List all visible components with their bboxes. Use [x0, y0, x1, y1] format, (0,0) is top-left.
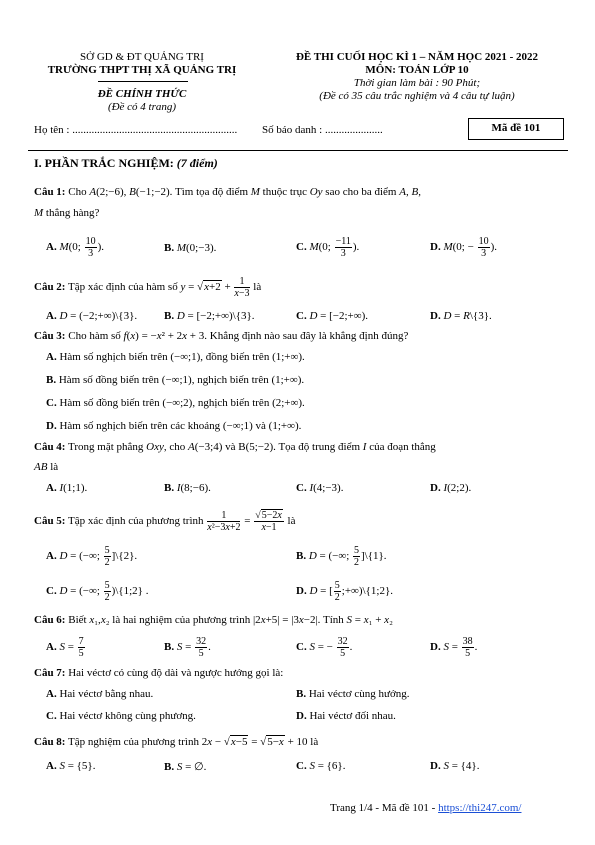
- question-1-cont: M thẳng hàng?: [34, 207, 100, 219]
- footer-text: Trang 1/4 - Mã đề 101 -: [330, 802, 439, 814]
- school-name: TRƯỜNG THPT THỊ XÃ QUẢNG TRỊ: [47, 64, 237, 76]
- q1-option-d: D. M(0; − $\frac{10}{3}$ ).: [430, 236, 497, 259]
- q6-option-c: C. S = − $\frac{32}{5}$ .: [296, 636, 353, 659]
- section-points: (7 điểm): [176, 156, 218, 170]
- exam-title: ĐỀ THI CUỐI HỌC KÌ 1 – NĂM HỌC 2021 - 2022: [295, 51, 539, 63]
- section-title-text: I. PHẦN TRẮC NGHIỆM:: [34, 156, 174, 170]
- q6-option-b: B. S = $\frac{32}{5}$ .: [164, 636, 211, 659]
- q7-option-a: A. Hai véctơ bằng nhau.: [46, 688, 154, 700]
- page-count: (Đề có 4 trang): [107, 101, 177, 113]
- q3-option-c: C. Hàm số đồng biến trên (−∞;2), nghịch biến trên (2;+∞).: [46, 397, 305, 409]
- header-rule: [98, 81, 188, 82]
- q5-option-a: A. D = (−∞; $\frac{5}{2}$ ]\{2}.: [46, 545, 138, 568]
- student-name-field: Họ tên : ............................................................: [34, 124, 238, 136]
- page-footer: [330, 802, 521, 814]
- official-label: ĐỀ CHÍNH THỨC: [97, 88, 187, 100]
- q7-option-c: C. Hai véctơ không cùng phương.: [46, 710, 196, 722]
- official-block: [28, 88, 256, 114]
- q4-option-a: A. I(1;1).: [46, 482, 88, 494]
- question-4: Câu 4: Trong mặt phẳng Oxy, cho A(−3;4) và B(5;−2). Tọa độ trung điểm I của đoạn thẳng: [34, 441, 436, 453]
- question-4-cont: AB là: [34, 461, 59, 473]
- q2-option-d: D. D = R\{3}.: [430, 310, 492, 322]
- q4-option-d: D. I(2;2).: [430, 482, 472, 494]
- footer-link[interactable]: https://thi247.com/: [438, 802, 522, 814]
- q4-option-b: B. I(8;−6).: [164, 482, 211, 494]
- student-id-field: Số báo danh : .....................: [262, 124, 383, 136]
- q5-option-d: D. D = [ $\frac{5}{2}$ ;+∞)\{1;2}.: [296, 580, 393, 603]
- header-right: [262, 51, 572, 103]
- q2-option-b: B. D = [−2;+∞)\{3}.: [164, 310, 255, 322]
- q4-option-c: C. I(4;−3).: [296, 482, 344, 494]
- header-left: [28, 51, 256, 77]
- q3-option-a: A. Hàm số nghịch biến trên (−∞;1), đồng biến trên (1;+∞).: [46, 351, 305, 363]
- question-3: Câu 3: Cho hàm số f(x) = −x² + 2x + 3. Khẳng định nào sau đây là khẳng định đúng?: [34, 330, 409, 342]
- q3-option-b: B. Hàm số đồng biến trên (−∞;1), nghịch biến trên (1;+∞).: [46, 374, 305, 386]
- q1-option-c: C. M(0; $\frac{-11}{3}$ ).: [296, 236, 360, 259]
- question-7: Câu 7: Hai véctơ có cùng độ dài và ngược hướng gọi là:: [34, 667, 284, 679]
- question-5: Câu 5: Tập xác định của phương trình $\frac{1}{\text{x²−3x+2}}$ = $\frac{√5-2x}{x-1}$ là: [34, 510, 296, 533]
- q3-option-d: D. Hàm số nghịch biến trên các khoảng (−∞;1) và (1;+∞).: [46, 420, 302, 432]
- q1-option-a: A. M(0; $\frac{10}{3}$ ).: [46, 236, 105, 259]
- exam-time: Thời gian làm bài : 90 Phút;: [353, 77, 481, 89]
- exam-subject: MÔN: TOÁN LỚP 10: [365, 64, 469, 76]
- q2-option-a: A. D = (−2;+∞)\{3}.: [46, 310, 138, 322]
- section-title: [34, 156, 218, 171]
- q8-option-d: D. S = {4}.: [430, 760, 480, 772]
- section-rule: [28, 150, 568, 151]
- exam-structure: (Đề có 35 câu trắc nghiệm và 4 câu tự luận): [319, 90, 515, 102]
- q7-option-b: B. Hai véctơ cùng hướng.: [296, 688, 410, 700]
- exam-code-box: Mã đề 101: [468, 118, 564, 140]
- q7-option-d: D. Hai véctơ đối nhau.: [296, 710, 396, 722]
- q8-option-c: C. S = {6}.: [296, 760, 346, 772]
- question-6: Câu 6: Biết x₁,x₂ là hai nghiệm của phương trình |2x+5| = |3x−2|. Tính S = x₁ + x₂: [34, 614, 393, 626]
- q1-option-b: B. M(0;−3).: [164, 242, 217, 254]
- q8-option-a: A. S = {5}.: [46, 760, 96, 772]
- q5-option-b: B. D = (−∞; $\frac{5}{2}$ ]\{1}.: [296, 545, 387, 568]
- q8-option-b: B. S = ∅.: [164, 761, 207, 773]
- dept-name: SỞ GD & ĐT QUẢNG TRỊ: [80, 51, 204, 63]
- q6-option-a: A. S = $\frac{7}{5}$: [46, 636, 84, 659]
- question-2: Câu 2: Tập xác định của hàm số y = √x+2 + $\frac{1}{x-3}$ là: [34, 276, 262, 299]
- q2-option-c: C. D = [−2;+∞).: [296, 310, 368, 322]
- question-8: Câu 8: Tập nghiệm của phương trình 2x − √x−5 = √5−x + 10 là: [34, 736, 319, 748]
- q5-option-c: C. D = (−∞; $\frac{5}{2}$ )\{1;2} .: [46, 580, 149, 603]
- question-1: Câu 1: Cho A(2;−6), B(−1;−2). Tìm tọa độ điểm M thuộc trục Oy sao cho ba điểm A, B,: [34, 186, 421, 198]
- q6-option-d: D. S = $\frac{38}{5}$ .: [430, 636, 478, 659]
